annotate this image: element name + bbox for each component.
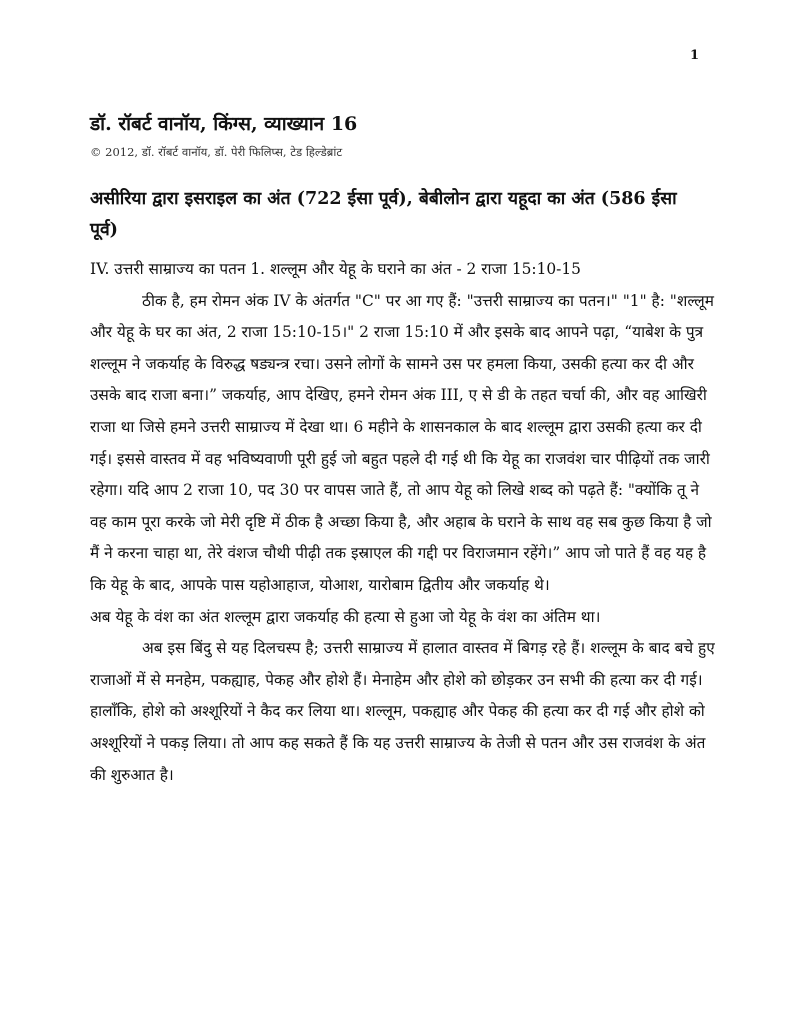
section-heading: IV. उत्तरी साम्राज्य का पतन 1. शल्लूम और येहू के घराने का अंत - 2 राजा 15:10-15	[90, 260, 581, 278]
page-number: 1	[689, 48, 699, 63]
paragraph-1: ठीक है, हम रोमन अंक IV के अंतर्गत "C" पर आ गए हैं: "उत्तरी साम्राज्य का पतन।" "1" है: "शल्लूम और येहू के घर का अंत, 2 राजा 15:10-15।" 2 राजा 15:10 में और इसके बाद आपने पढ़ा, “याबेश के पुत्र शल्लूम ने जकर्याह के विरुद्ध षड्यन्त्र रचा। उसने लोगों के सामने उस पर हमला किया, उसकी हत्या कर दी और उसके बाद राजा बना।” जकर्याह, आप देखिए, हमने रोमन अंक III, ए से डी के तहत चर्चा की, और वह आखिरी राजा था जिसे हमने उत्तरी साम्राज्य में देखा था। 6 महीने के शासनकाल के बाद शल्लूम द्वारा उसकी हत्या कर दी गई। इससे वास्तव में वह भविष्यवाणी पूरी हुई जो बहुत पहले दी गई थी कि येहू का राजवंश चार पीढ़ियों तक जारी रहेगा। यदि आप 2 राजा 10, पद 30 पर वापस जाते हैं, तो आप येहू को लिखे शब्द को पढ़ते हैं: "क्योंकि तू ने वह काम पूरा करके जो मेरी दृष्टि में ठीक है अच्छा किया है, और अहाब के घराने के साथ वह सब कुछ किया है जो मैं ने करना चाहा था, तेरे वंशज चौथी पीढ़ी तक इस्राएल की गद्दी पर विराजमान रहेंगे।” आप जो पाते हैं वह यह है कि येहू के बाद, आपके पास यहोआहाज, योआश, यारोबाम द्वितीय और जकर्याह थे।	[90, 291, 714, 594]
copyright-notice: © 2012, डॉ. रॉबर्ट वानॉय, डॉ. पेरी फिलिप्स, टेड हिल्डेब्रांट	[90, 145, 343, 159]
chapter-heading: असीरिया द्वारा इसराइल का अंत (722 ईसा पूर्व), बेबीलोन द्वारा यहूदा का अंत (586 ईसा पूर्व)	[90, 189, 677, 240]
paragraph-2: अब येहू के वंश का अंत शल्लूम द्वारा जकर्याह की हत्या से हुआ जो येहू के वंश का अंतिम था।	[90, 607, 601, 626]
document-title: डॉ. रॉबर्ट वानॉय, किंग्स, व्याख्यान 16	[90, 113, 358, 135]
body-text	[90, 254, 715, 791]
paragraph-3: अब इस बिंदु से यह दिलचस्प है; उत्तरी साम्राज्य में हालात वास्तव में बिगड़ रहे हैं। शल्लूम के बाद बचे हुए राजाओं में से मनहेम, पकह्याह, पेकह और होशे हैं। मेनाहेम और होशे को छोड़कर उन सभी की हत्या कर दी गई। हालाँकि, होशे को अश्शूरियों ने कैद कर लिया था। शल्लूम, पकह्याह और पेकह की हत्या कर दी गई और होशे को अश्शूरियों ने पकड़ लिया। तो आप कह सकते हैं कि यह उत्तरी साम्राज्य के तेजी से पतन और उस राजवंश के अंत की शुरुआत है।	[90, 639, 715, 784]
